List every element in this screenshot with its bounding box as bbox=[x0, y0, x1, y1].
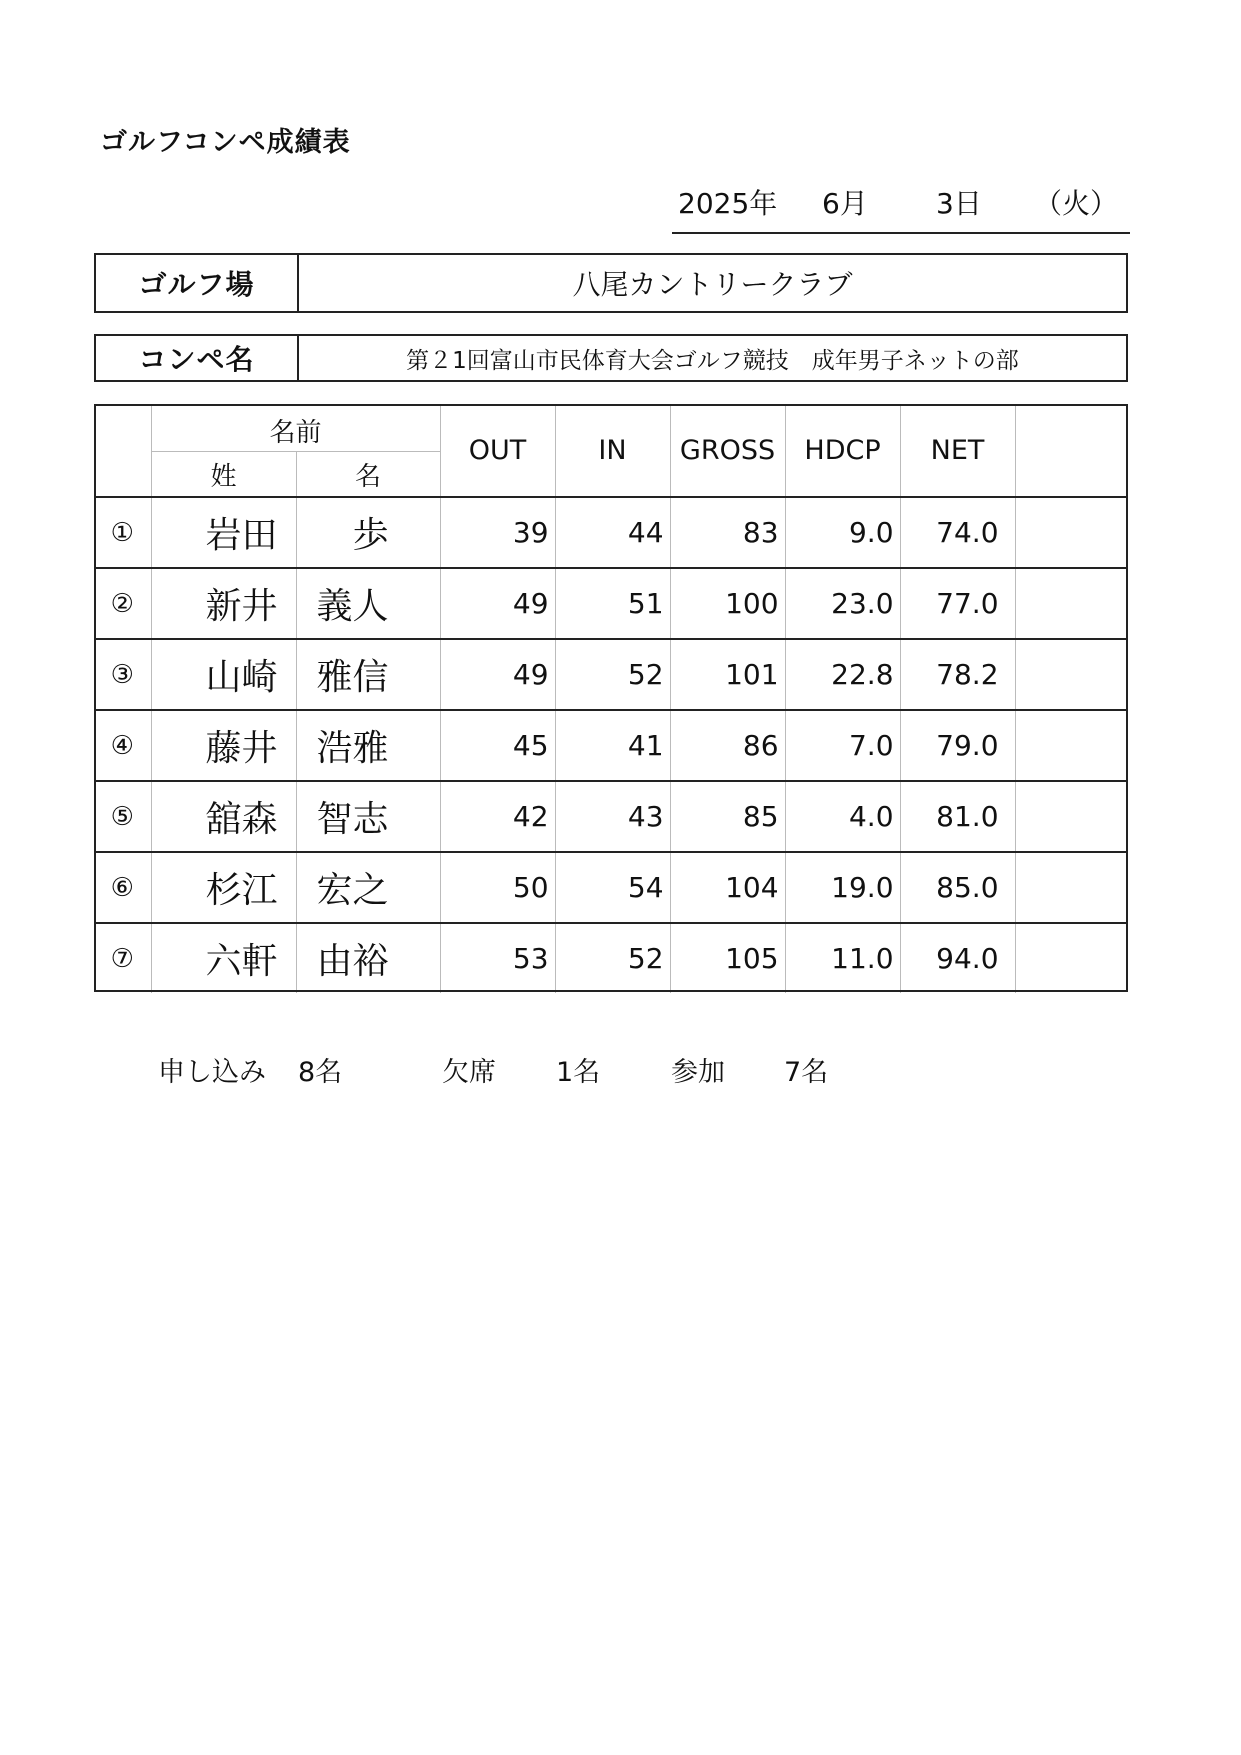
gross-cell: 105 bbox=[670, 923, 785, 993]
table-row bbox=[94, 497, 1128, 568]
rank-cell: ② bbox=[94, 568, 151, 639]
results-table bbox=[94, 404, 1128, 993]
in-cell: 43 bbox=[555, 781, 670, 852]
hdcp-header: HDCP bbox=[785, 404, 900, 497]
net-cell: 79.0 bbox=[900, 710, 1015, 781]
given-name-cell: 宏之 bbox=[296, 852, 440, 923]
rank-header-cell bbox=[94, 404, 151, 497]
gross-cell: 101 bbox=[670, 639, 785, 710]
note-cell bbox=[1015, 781, 1128, 852]
hdcp-cell: 4.0 bbox=[785, 781, 900, 852]
out-cell: 39 bbox=[440, 497, 555, 568]
hdcp-cell: 11.0 bbox=[785, 923, 900, 993]
surname-header: 姓 bbox=[151, 452, 296, 498]
note-cell bbox=[1015, 568, 1128, 639]
rank-cell: ③ bbox=[94, 639, 151, 710]
hdcp-cell: 22.8 bbox=[785, 639, 900, 710]
applied-label: 申し込み bbox=[158, 1057, 266, 1088]
in-cell: 54 bbox=[555, 852, 670, 923]
in-cell: 41 bbox=[555, 710, 670, 781]
surname-cell: 藤井 bbox=[151, 710, 296, 781]
date-year: 2025年 bbox=[678, 187, 778, 220]
out-cell: 45 bbox=[440, 710, 555, 781]
hdcp-cell: 9.0 bbox=[785, 497, 900, 568]
name-header: 名前 bbox=[151, 404, 440, 452]
rank-cell: ⑦ bbox=[94, 923, 151, 993]
gross-header: GROSS bbox=[670, 404, 785, 497]
surname-cell: 新井 bbox=[151, 568, 296, 639]
in-cell: 52 bbox=[555, 923, 670, 993]
out-cell: 42 bbox=[440, 781, 555, 852]
gross-cell: 85 bbox=[670, 781, 785, 852]
date-day: 3日 bbox=[936, 187, 982, 220]
surname-cell: 岩田 bbox=[151, 497, 296, 568]
out-header: OUT bbox=[440, 404, 555, 497]
rank-cell: ⑥ bbox=[94, 852, 151, 923]
given-name-cell: 浩雅 bbox=[296, 710, 440, 781]
course-box bbox=[94, 253, 1128, 313]
surname-cell: 山崎 bbox=[151, 639, 296, 710]
out-cell: 49 bbox=[440, 639, 555, 710]
surname-cell: 杉江 bbox=[151, 852, 296, 923]
out-cell: 53 bbox=[440, 923, 555, 993]
hdcp-cell: 19.0 bbox=[785, 852, 900, 923]
in-cell: 44 bbox=[555, 497, 670, 568]
given-name-cell: 歩 bbox=[296, 497, 440, 568]
date-weekday: （火） bbox=[1034, 187, 1119, 220]
competition-name: 第２1回富山市民体育大会ゴルフ競技 成年男子ネットの部 bbox=[406, 347, 1019, 374]
note-cell bbox=[1015, 497, 1128, 568]
gross-cell: 86 bbox=[670, 710, 785, 781]
table-row bbox=[94, 923, 1128, 993]
hdcp-cell: 7.0 bbox=[785, 710, 900, 781]
net-cell: 81.0 bbox=[900, 781, 1015, 852]
table-row bbox=[94, 852, 1128, 923]
date-line bbox=[672, 182, 1130, 234]
net-cell: 85.0 bbox=[900, 852, 1015, 923]
in-cell: 52 bbox=[555, 639, 670, 710]
note-cell bbox=[1015, 923, 1128, 993]
rank-cell: ⑤ bbox=[94, 781, 151, 852]
in-cell: 51 bbox=[555, 568, 670, 639]
absent-count: 1名 bbox=[556, 1057, 601, 1088]
out-cell: 49 bbox=[440, 568, 555, 639]
applied-count: 8名 bbox=[298, 1057, 343, 1088]
note-cell bbox=[1015, 852, 1128, 923]
note-cell bbox=[1015, 710, 1128, 781]
participated-label: 参加 bbox=[671, 1057, 725, 1088]
note-cell bbox=[1015, 639, 1128, 710]
net-cell: 74.0 bbox=[900, 497, 1015, 568]
rank-cell: ④ bbox=[94, 710, 151, 781]
surname-cell: 六軒 bbox=[151, 923, 296, 993]
in-header: IN bbox=[555, 404, 670, 497]
net-cell: 78.2 bbox=[900, 639, 1015, 710]
participated-count: 7名 bbox=[784, 1057, 829, 1088]
document-title: ゴルフコンペ成績表 bbox=[100, 127, 351, 158]
table-row bbox=[94, 639, 1128, 710]
net-header: NET bbox=[900, 404, 1015, 497]
rank-cell: ① bbox=[94, 497, 151, 568]
table-row bbox=[94, 710, 1128, 781]
course-label: ゴルフ場 bbox=[96, 255, 299, 311]
given-name-cell: 雅信 bbox=[296, 639, 440, 710]
given-name-header: 名 bbox=[296, 452, 440, 498]
note-header-cell bbox=[1015, 404, 1128, 497]
gross-cell: 100 bbox=[670, 568, 785, 639]
surname-cell: 舘森 bbox=[151, 781, 296, 852]
given-name-cell: 智志 bbox=[296, 781, 440, 852]
table-row bbox=[94, 568, 1128, 639]
competition-box bbox=[94, 334, 1128, 382]
gross-cell: 83 bbox=[670, 497, 785, 568]
given-name-cell: 義人 bbox=[296, 568, 440, 639]
table-row bbox=[94, 781, 1128, 852]
given-name-cell: 由裕 bbox=[296, 923, 440, 993]
net-cell: 94.0 bbox=[900, 923, 1015, 993]
table-header-row bbox=[94, 404, 1128, 452]
competition-label: コンペ名 bbox=[96, 336, 299, 380]
out-cell: 50 bbox=[440, 852, 555, 923]
absent-label: 欠席 bbox=[442, 1057, 496, 1088]
net-cell: 77.0 bbox=[900, 568, 1015, 639]
hdcp-cell: 23.0 bbox=[785, 568, 900, 639]
date-month: 6月 bbox=[822, 187, 868, 220]
course-name: 八尾カントリークラブ bbox=[572, 268, 853, 301]
gross-cell: 104 bbox=[670, 852, 785, 923]
